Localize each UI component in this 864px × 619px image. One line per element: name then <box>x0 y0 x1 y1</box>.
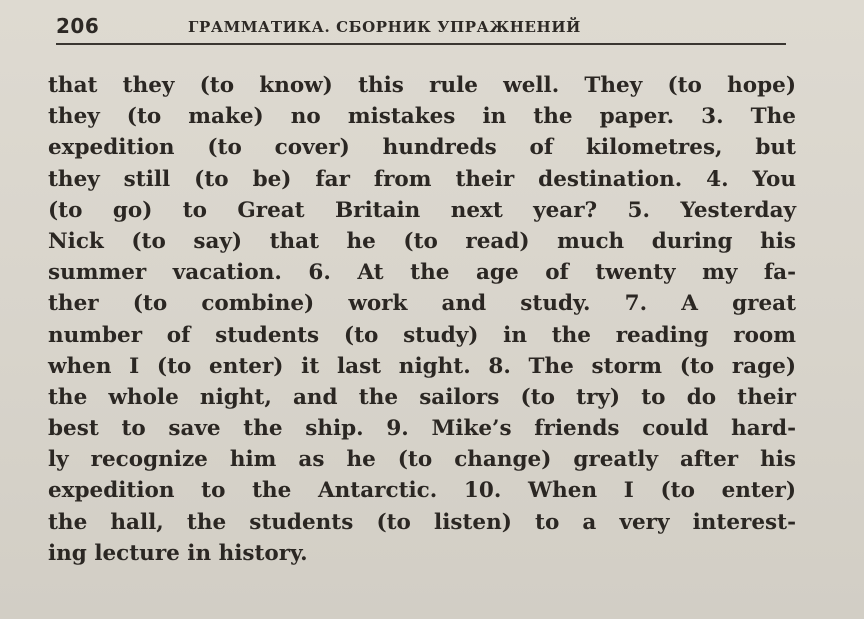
text-line: when I (to enter) it last night. 8. The storm (to rage) <box>48 353 796 379</box>
text-line: ly recognize him as he (to change) greatly after his <box>48 447 796 473</box>
page-header <box>56 14 786 40</box>
exercise-text <box>48 70 796 569</box>
text-line: ing lecture in history. <box>48 540 308 566</box>
text-line: the hall, the students (to listen) to a very interest- <box>48 509 796 535</box>
page-number: 206 <box>56 14 100 38</box>
text-line: summer vacation. 6. At the age of twenty my fa- <box>48 260 796 286</box>
header-rule <box>56 43 786 45</box>
text-line: number of students (to study) in the reading room <box>48 322 796 348</box>
text-line: they (to make) no mistakes in the paper. 3. The <box>48 104 796 130</box>
running-title: ГРАММАТИКА. СБОРНИК УПРАЖНЕНИЙ <box>188 18 581 36</box>
text-line: expedition to the Antarctic. 10. When I (to enter) <box>48 478 796 504</box>
text-line: (to go) to Great Britain next year? 5. Yesterday <box>48 197 796 223</box>
text-line: that they (to know) this rule well. They (to hope) <box>48 73 796 98</box>
text-line: best to save the ship. 9. Mike’s friends could hard- <box>48 416 796 442</box>
text-line: ther (to combine) work and study. 7. A great <box>48 291 796 317</box>
text-line: expedition (to cover) hundreds of kilometres, but <box>48 135 796 161</box>
text-line: the whole night, and the sailors (to try) to do their <box>48 384 796 410</box>
text-line: they still (to be) far from their destination. 4. You <box>48 166 796 192</box>
text-line: Nick (to say) that he (to read) much during his <box>48 228 796 254</box>
